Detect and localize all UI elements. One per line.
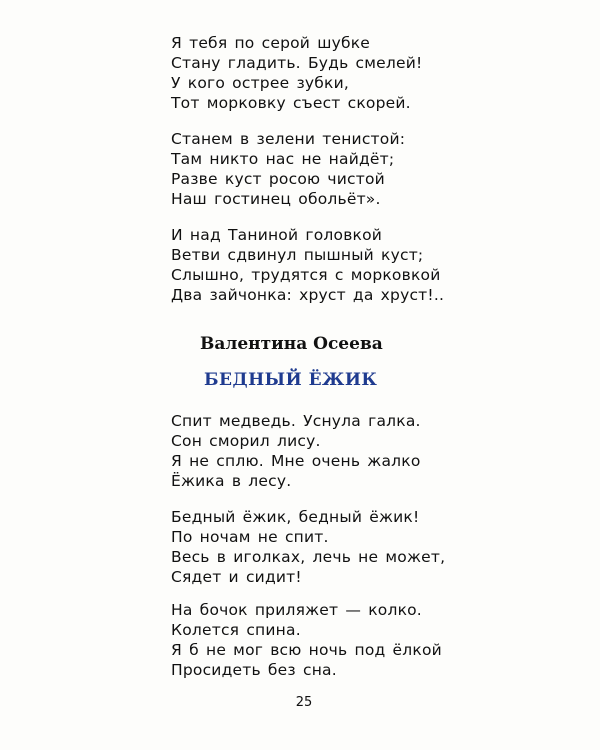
poem-line: Наш гостинец обольёт». xyxy=(171,190,381,208)
page-number: 25 xyxy=(295,695,313,710)
poem-title: БЕДНЫЙ ЁЖИК xyxy=(204,370,378,390)
poem2-stanza-3 xyxy=(171,600,442,680)
poem-line: Весь в иголках, лечь не может, xyxy=(171,548,446,566)
poem-line: Сядет и сидит! xyxy=(171,568,302,586)
poem-line: Я не сплю. Мне очень жалко xyxy=(171,452,421,470)
poem-line: Разве куст росою чистой xyxy=(171,170,385,188)
stanza-3 xyxy=(171,225,444,305)
poem-line: Спит медведь. Уснула галка. xyxy=(171,412,421,430)
poem-line: По ночам не спит. xyxy=(171,528,329,546)
poem-line: Стану гладить. Будь смелей! xyxy=(171,54,423,72)
poem-line: Слышно, трудятся с морковкой xyxy=(171,266,441,284)
poem2-stanza-1 xyxy=(171,411,421,491)
poem-line: Просидеть без сна. xyxy=(171,661,337,679)
poem-line: Ёжика в лесу. xyxy=(171,472,292,490)
poem-line: Сон сморил лису. xyxy=(171,432,321,450)
poem-line: Станем в зелени тенистой: xyxy=(171,130,406,148)
poem-line: Там никто нас не найдёт; xyxy=(171,150,395,168)
poem-line: Два зайчонка: хруст да хруст!.. xyxy=(171,286,445,304)
poem-line: На бочок приляжет — колко. xyxy=(171,601,422,619)
stanza-1 xyxy=(171,33,422,113)
stanza-2 xyxy=(171,129,405,209)
poem-line: Колется спина. xyxy=(171,621,301,639)
poem-line: У кого острее зубки, xyxy=(171,74,349,92)
poem-author: Валентина Осеева xyxy=(200,334,383,354)
poem-line: И над Таниной головкой xyxy=(171,226,383,244)
poem-line: Я б не мог всю ночь под ёлкой xyxy=(171,641,442,659)
poem-line: Тот морковку съест скорей. xyxy=(171,94,411,112)
poem-line: Я тебя по серой шубке xyxy=(171,34,371,52)
poem-line: Бедный ёжик, бедный ёжик! xyxy=(171,508,420,526)
poem2-stanza-2 xyxy=(171,507,445,587)
poem-line: Ветви сдвинул пышный куст; xyxy=(171,246,424,264)
